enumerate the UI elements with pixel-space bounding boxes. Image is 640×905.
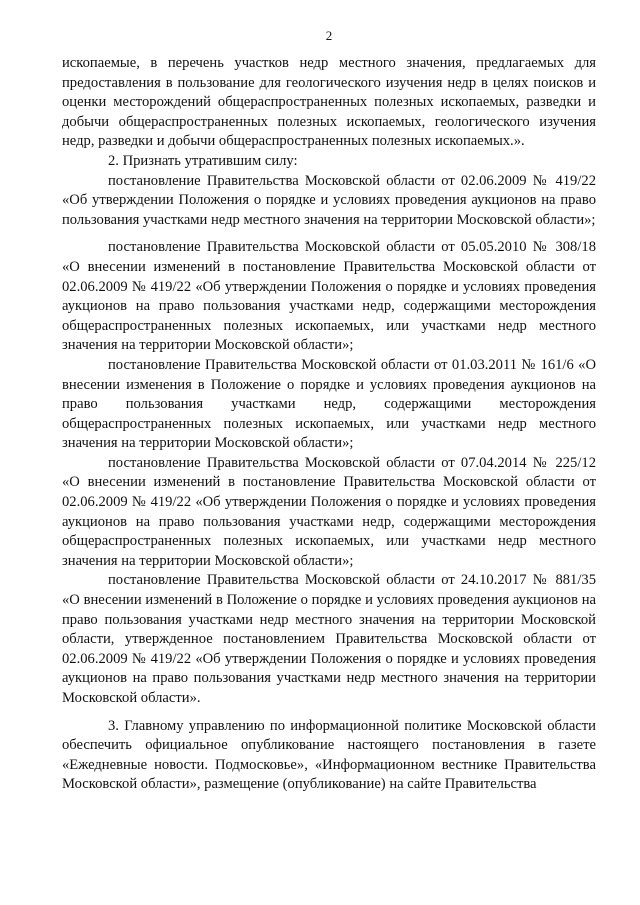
document-body — [62, 54, 596, 795]
paragraph-clause-2-heading: 2. Признать утратившим силу: — [108, 152, 298, 169]
paragraph-repealed-act-2009: постановление Правительства Московской области от 02.06.2009 № 419/22 «Об утверждении Положения о порядке и условиях проведения аукционов на право пользования участками недр местного значения на территории Московской области»; — [62, 172, 596, 228]
paragraph-continuation: ископаемые, в перечень участков недр местного значения, предлагаемых для предоставления в пользование для геологического изучения недр в целях поисков и оценки месторождений общераспространенных полезных ископаемых, разведки и добычи общераспространенных полезных ископаемых, геологического изучения недр, разведки и добычи общераспространенных полезных ископаемых.». — [62, 55, 596, 150]
page-number: 2 — [325, 28, 333, 43]
paragraph-repealed-act-2011: постановление Правительства Московской области от 01.03.2011 № 161/6 «О внесении изменения в Положение о порядке и условиях проведения аукционов на право пользования участками недр, содержащими месторождения общераспространенных полезных ископаемых, или участками недр местного значения на территории Московской области»; — [62, 356, 596, 452]
paragraph-clause-3: 3. Главному управлению по информационной политике Московской области обеспечить официальное опубликование настоящего постановления в газете «Ежедневные новости. Подмосковье», «Информационном вестнике Правительства Московской области», размещение (опубликование) на сайте Правительства — [62, 717, 596, 793]
paragraph-repealed-act-2010: постановление Правительства Московской области от 05.05.2010 № 308/18 «О внесении изменений в постановление Правительства Московской области от 02.06.2009 № 419/22 «Об утверждении Положения о порядке и условиях проведения аукционов на право пользования участками недр, содержащими месторождения общераспространенных полезных ископаемых, или участками недр местного значения на территории Московской области»; — [62, 239, 596, 354]
paragraph-repealed-act-2017: постановление Правительства Московской области от 24.10.2017 № 881/35 «О внесении изменений в Положение о порядке и условиях проведения аукционов на право пользования участками недр местного значения на территории Московской области, утвержденное постановлением Правительства Московской области от 02.06.2009 № 419/22 «Об утверждении Положения о порядке и условиях проведения аукционов на право пользования участками недр местного значения на территории Московской области». — [62, 572, 596, 706]
paragraph-repealed-act-2014: постановление Правительства Московской области от 07.04.2014 № 225/12 «О внесении изменений в постановление Правительства Московской области от 02.06.2009 № 419/22 «Об утверждении Положения о порядке и условиях проведения аукционов на право пользования участками недр, содержащими месторождения общераспространенных полезных ископаемых, или участками недр местного значения на территории Московской области»; — [62, 454, 596, 569]
